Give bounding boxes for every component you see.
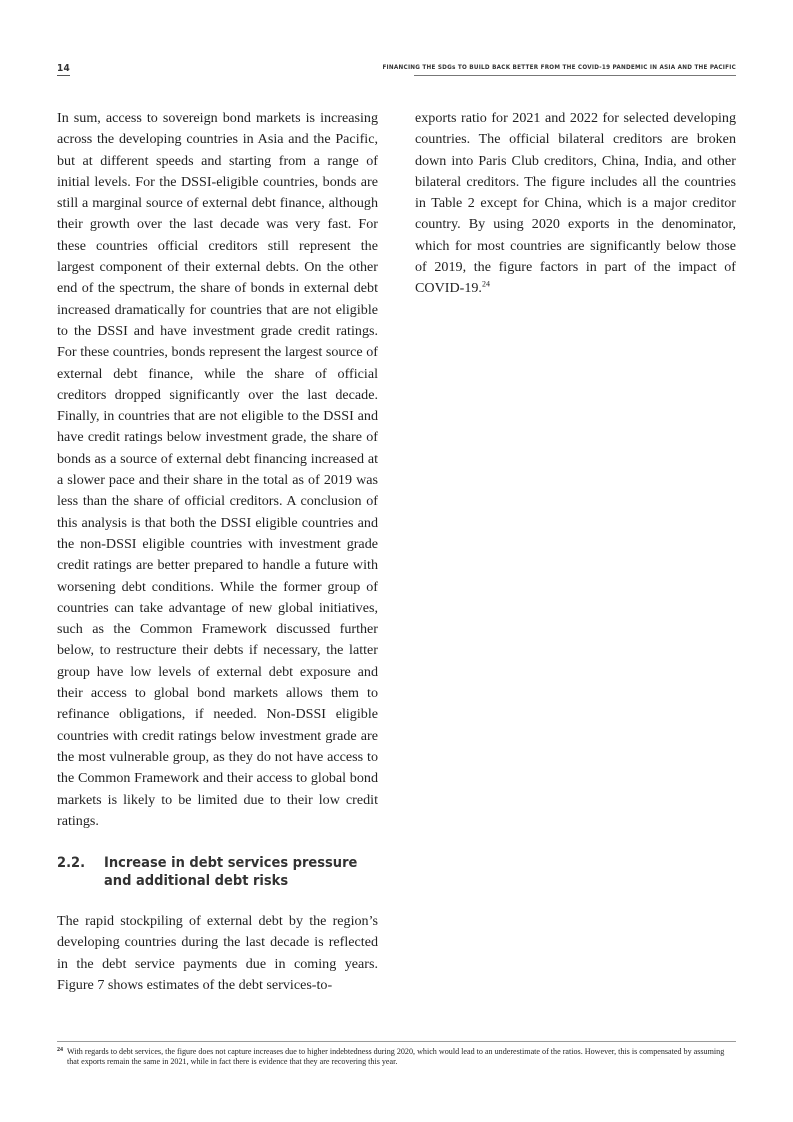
footnote-divider bbox=[57, 1041, 736, 1042]
header-divider bbox=[414, 75, 736, 76]
body-paragraph-exports-text: exports ratio for 2021 and 2022 for selected developing countries. The official bilateral creditors are broken down into Paris Club creditors, China, India, and other bilateral creditors. The figure includes all the countries in Table 2 except for China, which is a major creditor country. By using 2020 exports in the denominator, which for most countries are significantly below those of 2019, the figure factors in part of the impact of COVID-19. bbox=[415, 110, 736, 297]
footnote-mark: 24 bbox=[57, 1047, 63, 1053]
page-number: 14 bbox=[57, 63, 71, 74]
section-number: 2.2. bbox=[57, 855, 86, 871]
section-title: Increase in debt services pressure and additional debt risks bbox=[104, 855, 358, 889]
footnote-reference[interactable]: 24 bbox=[481, 279, 490, 289]
running-title: FINANCING THE SDGs TO BUILD BACK BETTER FROM THE COVID-19 PANDEMIC IN ASIA AND THE PACIFIC bbox=[382, 64, 736, 71]
left-column bbox=[57, 108, 378, 832]
section-heading bbox=[57, 854, 378, 890]
footnote-text: With regards to debt services, the figure does not capture increases due to higher indebtedness during 2020, which would lead to an underestimate of the ratios. However, this is compensated by assuming that exports remain the same in 2021, while in fact there is evidence that they are recovering this year. bbox=[67, 1047, 725, 1066]
left-column-continued bbox=[57, 911, 378, 996]
footnote bbox=[57, 1047, 737, 1067]
body-paragraph-stockpiling: The rapid stockpiling of external debt by the region’s developing countries during the last decade is reflected in the debt service payments due in coming years. Figure 7 shows estimates of the debt services-to- bbox=[57, 913, 378, 993]
body-paragraph-exports bbox=[415, 108, 736, 300]
right-column bbox=[415, 108, 736, 300]
body-paragraph-sum: In sum, access to sovereign bond markets is increasing across the developing countries in Asia and the Pacific, but at different speeds and starting from a range of initial levels. For the DSSI-eligible countries, bonds are still a marginal source of external debt finance, although their growth over the last decade was very fast. For these countries official creditors still represent the largest component of their external debts. On the other end of the spectrum, the share of bonds in external debt increased dramatically for countries that are not eligible to the DSSI and have investment grade credit ratings. For these countries, bonds represent the largest source of external debt finance, while the share of official creditors dropped significantly over the last decade. Finally, in countries that are not eligible to the DSSI and have credit ratings below investment grade, the share of bonds as a source of external debt financing increased at a slower pace and their share in the total as of 2019 was less than the share of official creditors. A conclusion of this analysis is that both the DSSI eligible countries and the non-DSSI eligible countries with investment grade credit ratings are better prepared to handle a future with worsening debt conditions. While the former group of countries can take advantage of new global initiatives, such as the Common Framework discussed further below, to restructure their debts if necessary, the latter group have low levels of external debt exposure and their access to global bond markets allows them to refinance obligations, if needed. Non-DSSI eligible countries with credit ratings below investment grade are the most vulnerable group, as they do not have access to the Common Framework and their access to global bond markets is likely to be limited due to their low credit ratings. bbox=[57, 110, 378, 829]
